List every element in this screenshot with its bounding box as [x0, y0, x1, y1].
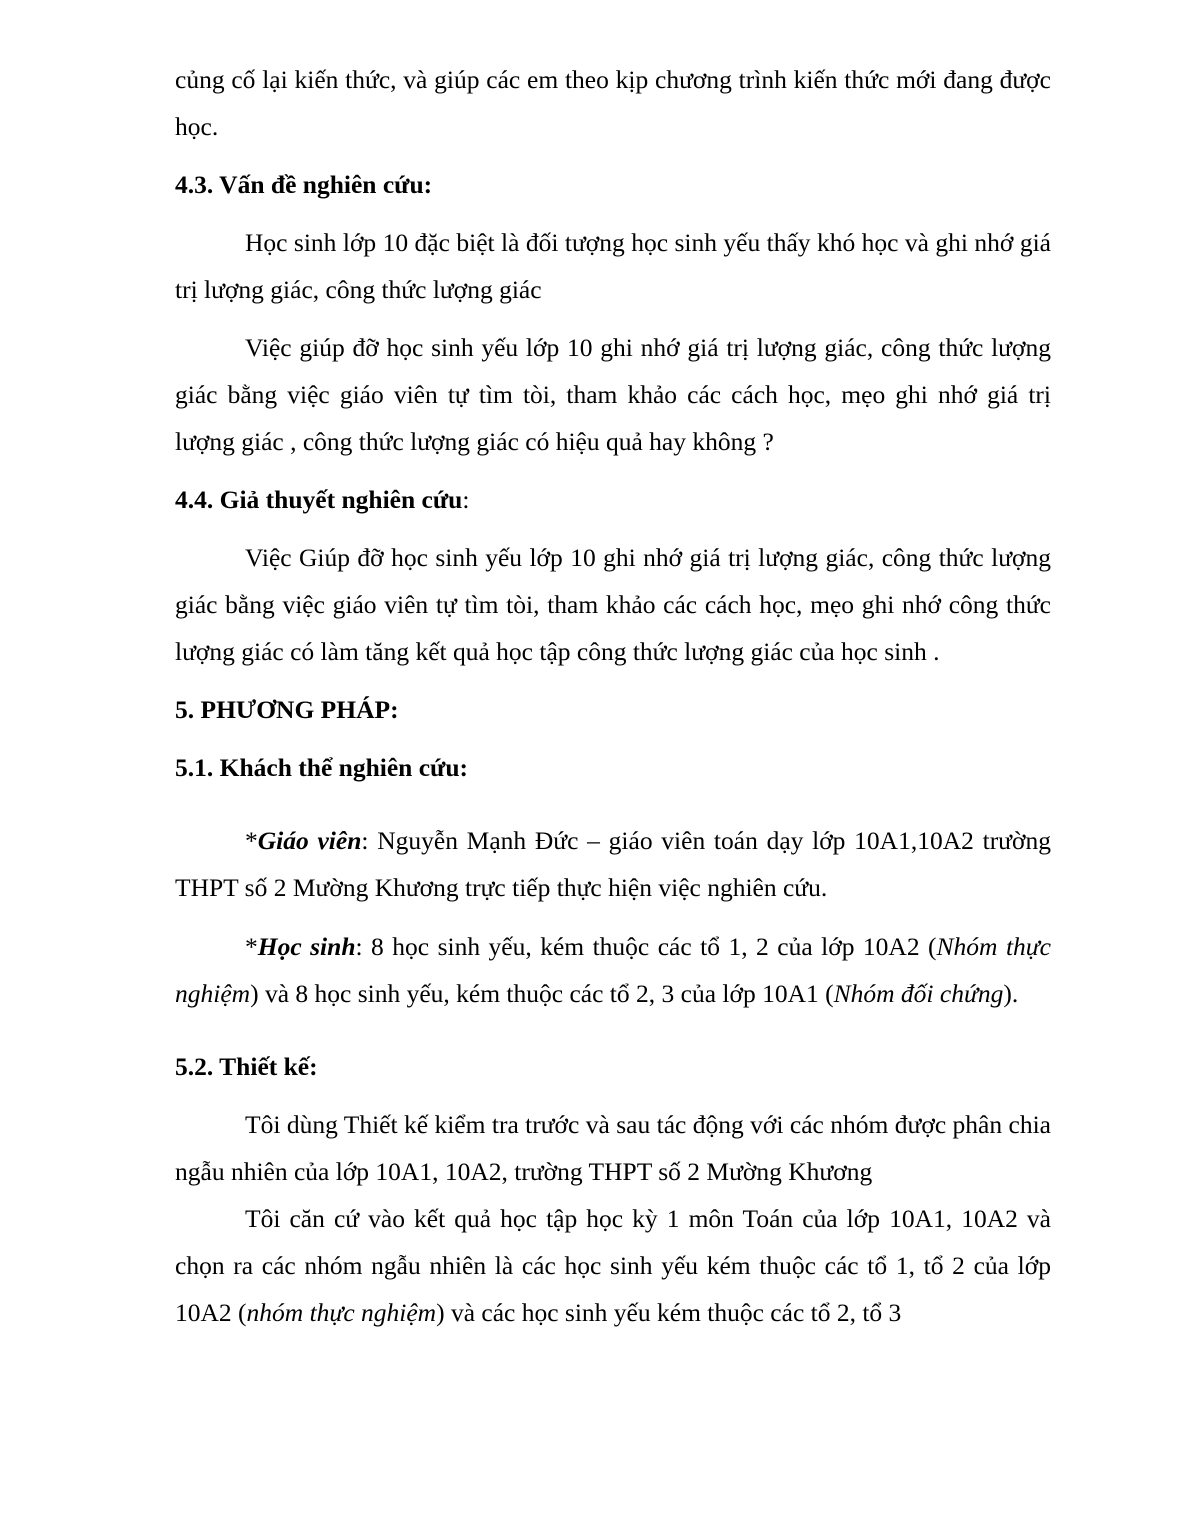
students-group-1: Nhóm thực nghiệm — [175, 932, 1052, 1008]
students-label: Học sinh — [257, 932, 356, 961]
heading-4-4-colon: : — [462, 485, 470, 514]
teacher-text: : Nguyễn Mạnh Đức – giáo viên toán dạy lớp 10A1,10A2 trường THPT số 2 Mường Khương trực tiếp thực hiện việc nghiên cứu. — [175, 826, 1051, 902]
paragraph-teacher — [175, 817, 1051, 911]
teacher-star: * — [245, 826, 258, 855]
heading-5-1: 5.1. Khách thể nghiên cứu: — [175, 753, 469, 782]
teacher-label: Giáo viên — [257, 826, 362, 855]
paragraph-5-2-1: Tôi dùng Thiết kế kiểm tra trước và sau tác động với các nhóm được phân chia ngẫu nhiên của lớp 10A1, 10A2, trường THPT số 2 Mường Khương — [175, 1110, 1051, 1186]
document-page — [175, 56, 1051, 1336]
paragraph-4-4-1: Việc Giúp đỡ học sinh yếu lớp 10 ghi nhớ giá trị lượng giác, công thức lượng giác bằng việc giáo viên tự tìm tòi, tham khảo các cách học, mẹo ghi nhớ công thức lượng giác có làm tăng kết quả học tập công thức lượng giác của học sinh . — [175, 543, 1051, 666]
paragraph-4-3-1: Học sinh lớp 10 đặc biệt là đối tượng học sinh yếu thấy khó học và ghi nhớ giá trị lượng giác, công thức lượng giác — [175, 228, 1051, 304]
students-star: * — [245, 932, 258, 961]
heading-5: 5. PHƯƠNG PHÁP: — [175, 695, 399, 724]
students-text-2: ) và 8 học sinh yếu, kém thuộc các tổ 2, 3 của lớp 10A1 ( — [250, 979, 834, 1008]
students-text-1: : 8 học sinh yếu, kém thuộc các tổ 1, 2 của lớp 10A2 ( — [355, 932, 937, 961]
students-text-3: ). — [1003, 979, 1019, 1008]
students-group-2: Nhóm đối chứng — [833, 979, 1004, 1008]
heading-4-4-text: 4.4. Giả thuyết nghiên cứu — [175, 485, 463, 514]
paragraph-5-2-2-b: ) và các học sinh yếu kém thuộc các tổ 2, tổ 3 — [436, 1298, 902, 1327]
heading-4-4 — [175, 476, 1051, 523]
paragraph-5-2-2 — [175, 1195, 1051, 1336]
paragraph-5-2-2-a: Tôi căn cứ vào kết quả học tập học kỳ 1 môn Toán của lớp 10A1, 10A2 và chọn ra các nhóm ngẫu nhiên là các học sinh yếu kém thuộc các tổ 1, tổ 2 của lớp 10A2 ( — [175, 1204, 1051, 1327]
heading-4-3: 4.3. Vấn đề nghiên cứu: — [175, 170, 433, 199]
intro-paragraph: củng cố lại kiến thức, và giúp các em theo kịp chương trình kiến thức mới đang được học. — [175, 65, 1051, 141]
paragraph-4-3-2: Việc giúp đỡ học sinh yếu lớp 10 ghi nhớ giá trị lượng giác, công thức lượng giác bằng việc giáo viên tự tìm tòi, tham khảo các cách học, mẹo ghi nhớ giá trị lượng giác , công thức lượng giác có hiệu quả hay không ? — [175, 333, 1051, 456]
paragraph-students — [175, 923, 1051, 1017]
paragraph-5-2-2-group: nhóm thực nghiệm — [246, 1298, 437, 1327]
heading-5-2: 5.2. Thiết kế: — [175, 1052, 318, 1081]
